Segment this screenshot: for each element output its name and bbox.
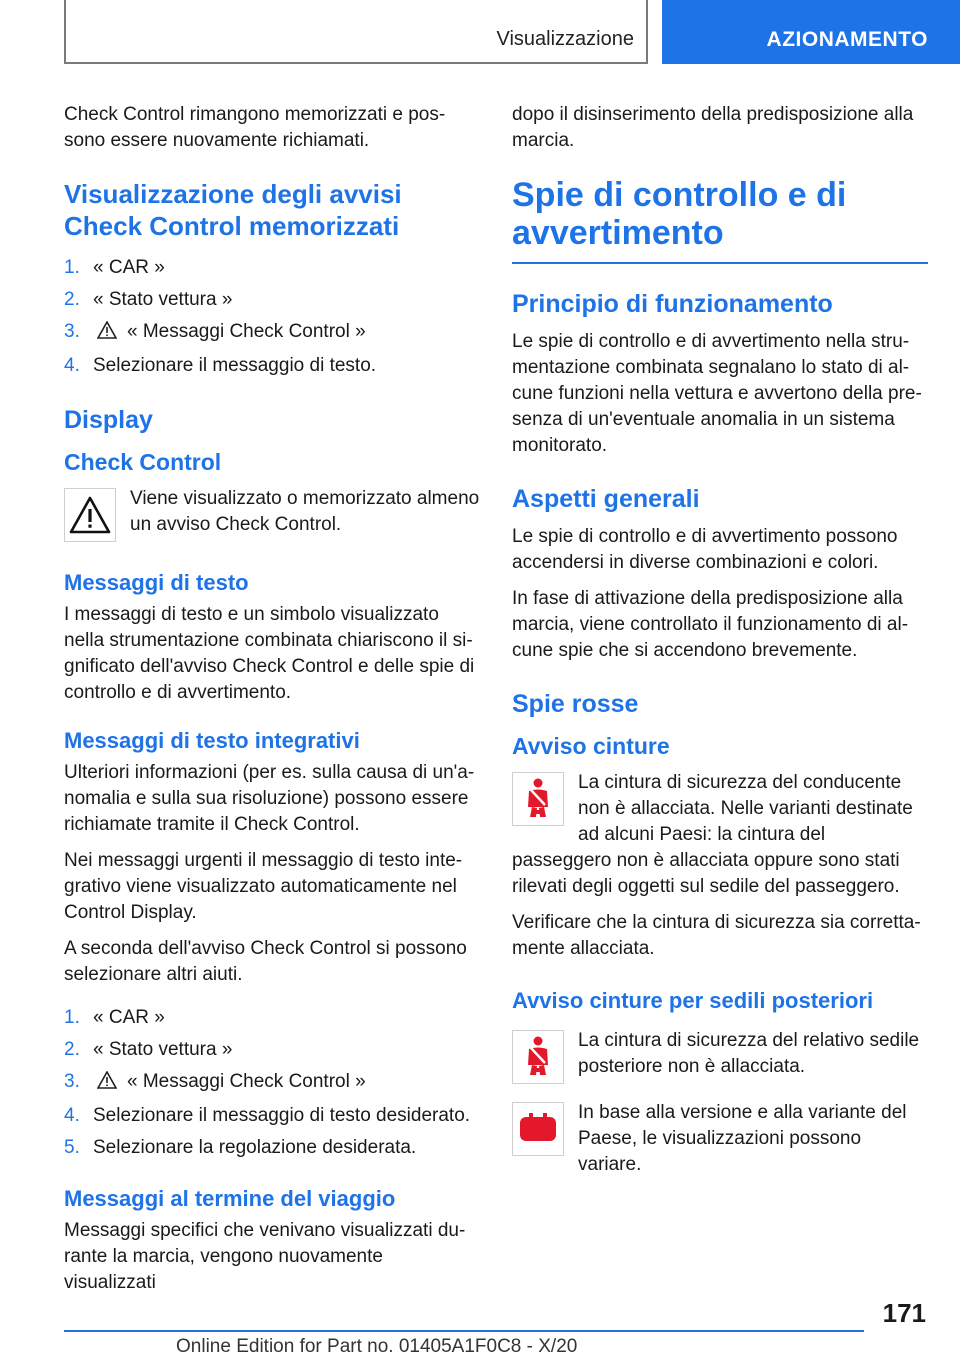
list-item-text: Selezionare il messaggio di testo. bbox=[93, 355, 377, 376]
seatbelt-paragraph-1: La cintura di sicurezza del conducente non è allacciata. Nelle varianti destinate ad alcuni Paesi: la cintura del passeggero non è allacciata oppure sono stati rilevati degli oggetti sul sedile del passeggero. bbox=[512, 772, 913, 897]
supplementary-paragraph-1: Ulteriori informazioni (per es. sulla causa di un'a-nomalia e sulla sua risoluzione) possono essere richiamate tramite il Check Control. bbox=[64, 762, 475, 835]
list-number: 3. bbox=[64, 1071, 80, 1092]
list-item bbox=[64, 1066, 480, 1100]
list-number: 4. bbox=[64, 355, 80, 376]
list-item bbox=[64, 1002, 480, 1034]
principle-paragraph: Le spie di controllo e di avvertimento nella stru-mentazione combinata segnalano lo stato di al-cune funzioni nella vettura e avvertono della pre-senza di un'eventuale anomalia in un sistema monitorato. bbox=[512, 331, 922, 456]
list-item-text: « Messaggi Check Control » bbox=[127, 321, 366, 342]
list-item-text: Selezionare il messaggio di testo desiderato. bbox=[93, 1105, 471, 1126]
list-item bbox=[64, 284, 480, 316]
list-number: 4. bbox=[64, 1105, 80, 1126]
warning-triangle-icon bbox=[97, 318, 117, 350]
steps-list-2 bbox=[64, 1002, 480, 1164]
check-control-text: Viene visualizzato o memorizzato almeno un avviso Check Control. bbox=[130, 488, 480, 535]
check-control-block bbox=[64, 486, 480, 548]
list-number: 3. bbox=[64, 321, 80, 342]
list-number: 2. bbox=[64, 289, 80, 310]
list-item bbox=[64, 1034, 480, 1066]
list-item-text: « Stato vettura » bbox=[93, 1039, 233, 1060]
seat-variant-block bbox=[512, 1100, 928, 1178]
heading-memorized-messages: Visualizzazione degli avvisi Check Control memorizzati bbox=[64, 179, 402, 241]
heading-rear-seatbelt: Avviso cinture per sedili posteriori bbox=[512, 988, 874, 1013]
supplementary-paragraph-3: A seconda dell'avviso Check Control si possono selezionare altri aiuti. bbox=[64, 938, 467, 985]
list-item bbox=[64, 350, 480, 382]
seat-occupancy-icon bbox=[512, 1102, 564, 1156]
intro-paragraph: Check Control rimangono memorizzati e pos-sono essere nuovamente richiamati. bbox=[64, 104, 446, 151]
warning-triangle-icon bbox=[97, 1068, 117, 1100]
heading-end-of-trip: Messaggi al termine del viaggio bbox=[64, 1186, 396, 1211]
list-item-text: Selezionare la regolazione desiderata. bbox=[93, 1137, 417, 1158]
footer-rule bbox=[64, 1330, 864, 1332]
heading-red-lights: Spie rosse bbox=[512, 690, 639, 718]
rear-seatbelt-block bbox=[512, 1028, 928, 1090]
rear-seatbelt-paragraph-1: La cintura di sicurezza del relativo sedile posteriore non è allacciata. bbox=[578, 1030, 920, 1077]
list-number: 1. bbox=[64, 1007, 80, 1028]
heading-principle: Principio di funzionamento bbox=[512, 290, 833, 318]
list-item bbox=[64, 1132, 480, 1164]
list-number: 5. bbox=[64, 1137, 80, 1158]
heading-indicator-lights: Spie di controllo e di avvertimento bbox=[512, 176, 928, 264]
list-number: 2. bbox=[64, 1039, 80, 1060]
seat-variant-paragraph: In base alla versione e alla variante del Paese, le visualizzazioni possono variare. bbox=[578, 1102, 907, 1175]
list-item bbox=[64, 1100, 480, 1132]
general-paragraph-2: In fase di attivazione della predisposizione alla marcia, viene controllato il funzionamento di al-cune spie che si accendono brevemente. bbox=[512, 588, 909, 661]
list-item-text: « Messaggi Check Control » bbox=[127, 1071, 366, 1092]
steps-list-1 bbox=[64, 252, 480, 382]
heading-supplementary-messages: Messaggi di testo integrativi bbox=[64, 728, 360, 753]
heading-check-control: Check Control bbox=[64, 449, 222, 475]
heading-text-messages: Messaggi di testo bbox=[64, 570, 249, 595]
end-of-trip-paragraph: Messaggi specifici che venivano visualizzati du-rante la marcia, vengono nuovamente visualizzati bbox=[64, 1220, 466, 1293]
header-chapter-title: AZIONAMENTO bbox=[766, 28, 928, 51]
page-number: 171 bbox=[882, 1298, 926, 1328]
seatbelt-icon bbox=[512, 1030, 564, 1084]
footer-edition: Online Edition for Part no. 01405A1F0C8 - X/20 bbox=[176, 1336, 578, 1357]
continued-paragraph: dopo il disinserimento della predisposizione alla marcia. bbox=[512, 104, 914, 151]
list-item bbox=[64, 252, 480, 284]
supplementary-paragraph-2: Nei messaggi urgenti il messaggio di testo inte-grativo viene visualizzato automaticamente nel Control Display. bbox=[64, 850, 463, 923]
seatbelt-icon bbox=[512, 772, 564, 826]
header-section-title: Visualizzazione bbox=[496, 28, 634, 50]
heading-general: Aspetti generali bbox=[512, 485, 700, 513]
seatbelt-paragraph-2: Verificare che la cintura di sicurezza sia corretta-mente allacciata. bbox=[512, 912, 921, 959]
seatbelt-block bbox=[512, 770, 928, 900]
left-column bbox=[64, 102, 480, 1306]
list-item bbox=[64, 316, 480, 350]
heading-seatbelt-reminder: Avviso cinture bbox=[512, 733, 670, 759]
list-item-text: « CAR » bbox=[93, 257, 165, 278]
list-number: 1. bbox=[64, 257, 80, 278]
heading-display: Display bbox=[64, 406, 153, 434]
header-chapter-tab bbox=[662, 0, 960, 64]
list-item-text: « CAR » bbox=[93, 1007, 165, 1028]
general-paragraph-1: Le spie di controllo e di avvertimento possono accendersi in diverse combinazioni e colori. bbox=[512, 526, 898, 573]
right-column bbox=[512, 102, 928, 1188]
warning-triangle-icon bbox=[64, 488, 116, 542]
text-messages-paragraph: I messaggi di testo e un simbolo visualizzato nella strumentazione combinata chiariscono il si-gnificato dell'avviso Check Control e delle spie di controllo e di avvertimento. bbox=[64, 604, 475, 703]
list-item-text: « Stato vettura » bbox=[93, 289, 233, 310]
header-section-tab bbox=[64, 0, 648, 64]
